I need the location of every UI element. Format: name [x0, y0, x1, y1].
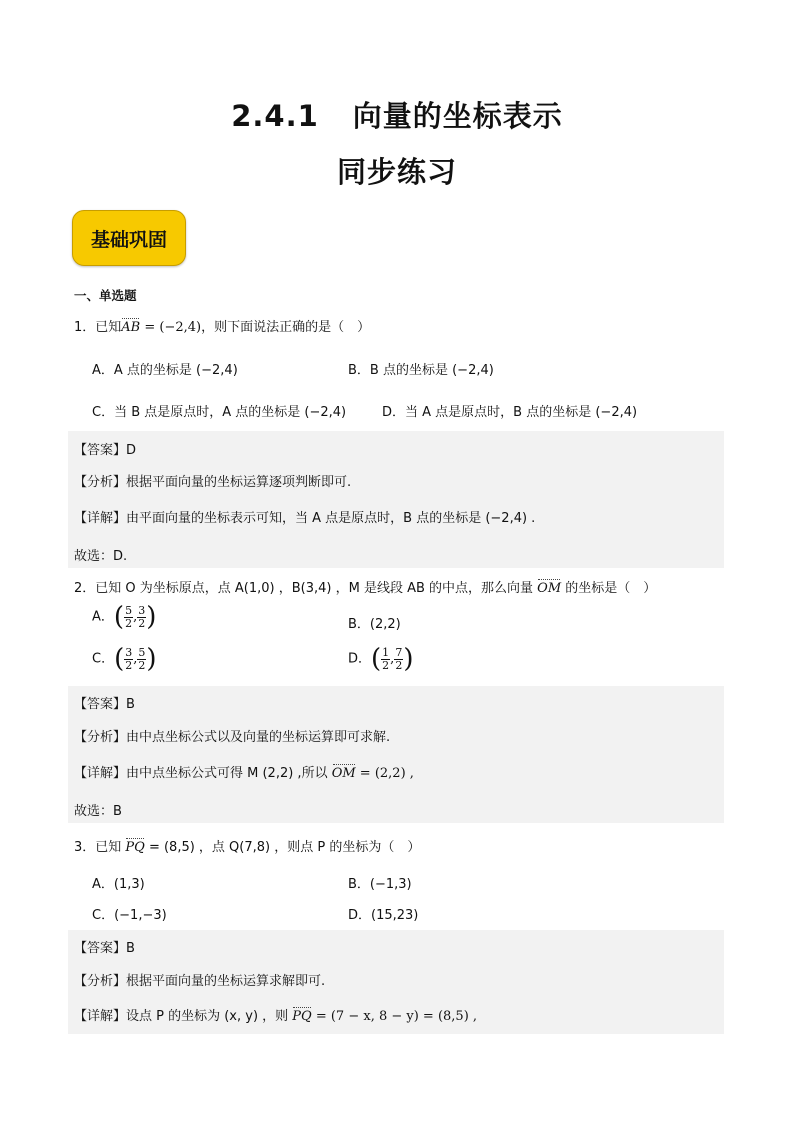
section-badge: 基础巩固 [72, 210, 186, 266]
q3-stem-post: = (8,5) ，点 Q(7,8) ，则点 P 的坐标为（ ） [144, 840, 421, 855]
q3-detail-post: = (7 − x, 8 − y) = (8,5) , [311, 1009, 478, 1024]
q2-vector: OM [537, 581, 562, 596]
q2-option-c: C．( $\frac{3}{2}$ , $\frac{5}{2}$ ) [92, 644, 157, 674]
q3-vector: PQ [125, 840, 145, 855]
q1-stem-post: ，则下面说法正确的是（ ） [201, 320, 371, 335]
question-1-stem [74, 316, 370, 335]
q2-answer: 【答案】B [74, 697, 135, 712]
section-number: 2.4.1 [231, 99, 319, 133]
q2-option-a-label: A． [92, 609, 114, 625]
q3-detail [74, 1005, 477, 1024]
q2-stem-pre: 2．已知 O 为坐标原点，点 A(1,0) ，B(3,4) ，M 是线段 AB 的中点，那么向量 [74, 581, 538, 596]
q1-option-a: A．A 点的坐标是 (−2,4) [92, 363, 238, 378]
q3-detail-pre: 【详解】设点 P 的坐标为 (x, y) ，则 [74, 1009, 293, 1024]
q2-detail-post: = (2,2) , [355, 766, 414, 781]
q2-analysis: 【分析】由中点坐标公式以及向量的坐标运算即可求解. [74, 730, 391, 745]
q1-stem-pre: 1．已知 [74, 320, 122, 335]
q3-option-c: C．(−1,−3) [92, 908, 167, 923]
q3-option-d: D．(15,23) [348, 908, 419, 923]
q1-analysis: 【分析】根据平面向量的坐标运算逐项判断即可. [74, 475, 352, 490]
q2-option-a: A．( $\frac{5}{2}$ , $\frac{3}{2}$ ) [92, 602, 157, 632]
q2-d-frac2: $\frac{7}{2}$ [395, 645, 403, 672]
q3-option-b: B．(−1,3) [348, 877, 412, 892]
q1-detail: 【详解】由平面向量的坐标表示可知，当 A 点是原点时，B 点的坐标是 (−2,4) . [74, 511, 536, 526]
q1-choice: 故选：D. [74, 549, 128, 564]
q2-c-frac1: $\frac{3}{2}$ [125, 645, 133, 672]
q3-analysis: 【分析】根据平面向量的坐标运算求解即可. [74, 974, 326, 989]
question-3-stem [74, 836, 420, 855]
q2-a-frac1: $\frac{5}{2}$ [125, 603, 133, 630]
q1-option-c: C．当 B 点是原点时，A 点的坐标是 (−2,4) [92, 405, 347, 420]
q2-option-b: B．(2,2) [348, 617, 401, 632]
q3-stem-pre: 3．已知 [74, 840, 126, 855]
q2-stem-post: 的坐标是（ ） [561, 581, 657, 596]
q2-c-frac2: $\frac{5}{2}$ [138, 645, 146, 672]
q1-option-d: D．当 A 点是原点时，B 点的坐标是 (−2,4) [382, 405, 638, 420]
q1-option-b: B．B 点的坐标是 (−2,4) [348, 363, 494, 378]
q3-answer: 【答案】B [74, 941, 135, 956]
q1-vector-value: = (−2,4) [140, 320, 202, 335]
q2-detail [74, 762, 414, 781]
q1-answer-panel [68, 431, 724, 568]
section-heading: 一、单选题 [74, 288, 137, 303]
q3-detail-vector: PQ [292, 1009, 312, 1024]
q2-choice: 故选：B [74, 804, 122, 819]
q2-a-frac2: $\frac{3}{2}$ [138, 603, 146, 630]
question-2-stem [74, 577, 656, 596]
q3-option-a: A．(1,3) [92, 877, 145, 892]
q2-option-c-label: C． [92, 651, 115, 667]
q1-vector: AB [121, 320, 141, 335]
q2-option-d-label: D． [348, 651, 372, 667]
q2-detail-vector: OM [331, 766, 356, 781]
title-main: 向量的坐标表示 [352, 99, 563, 133]
page-title [0, 94, 794, 135]
q1-answer: 【答案】D [74, 443, 137, 458]
page-subtitle: 同步练习 [336, 155, 457, 189]
q2-option-d: D．( $\frac{1}{2}$ , $\frac{7}{2}$ ) [348, 644, 414, 674]
q2-d-frac1: $\frac{1}{2}$ [382, 645, 390, 672]
q2-detail-pre: 【详解】由中点坐标公式可得 M (2,2) ,所以 [74, 766, 332, 781]
q2-answer-panel [68, 686, 724, 823]
